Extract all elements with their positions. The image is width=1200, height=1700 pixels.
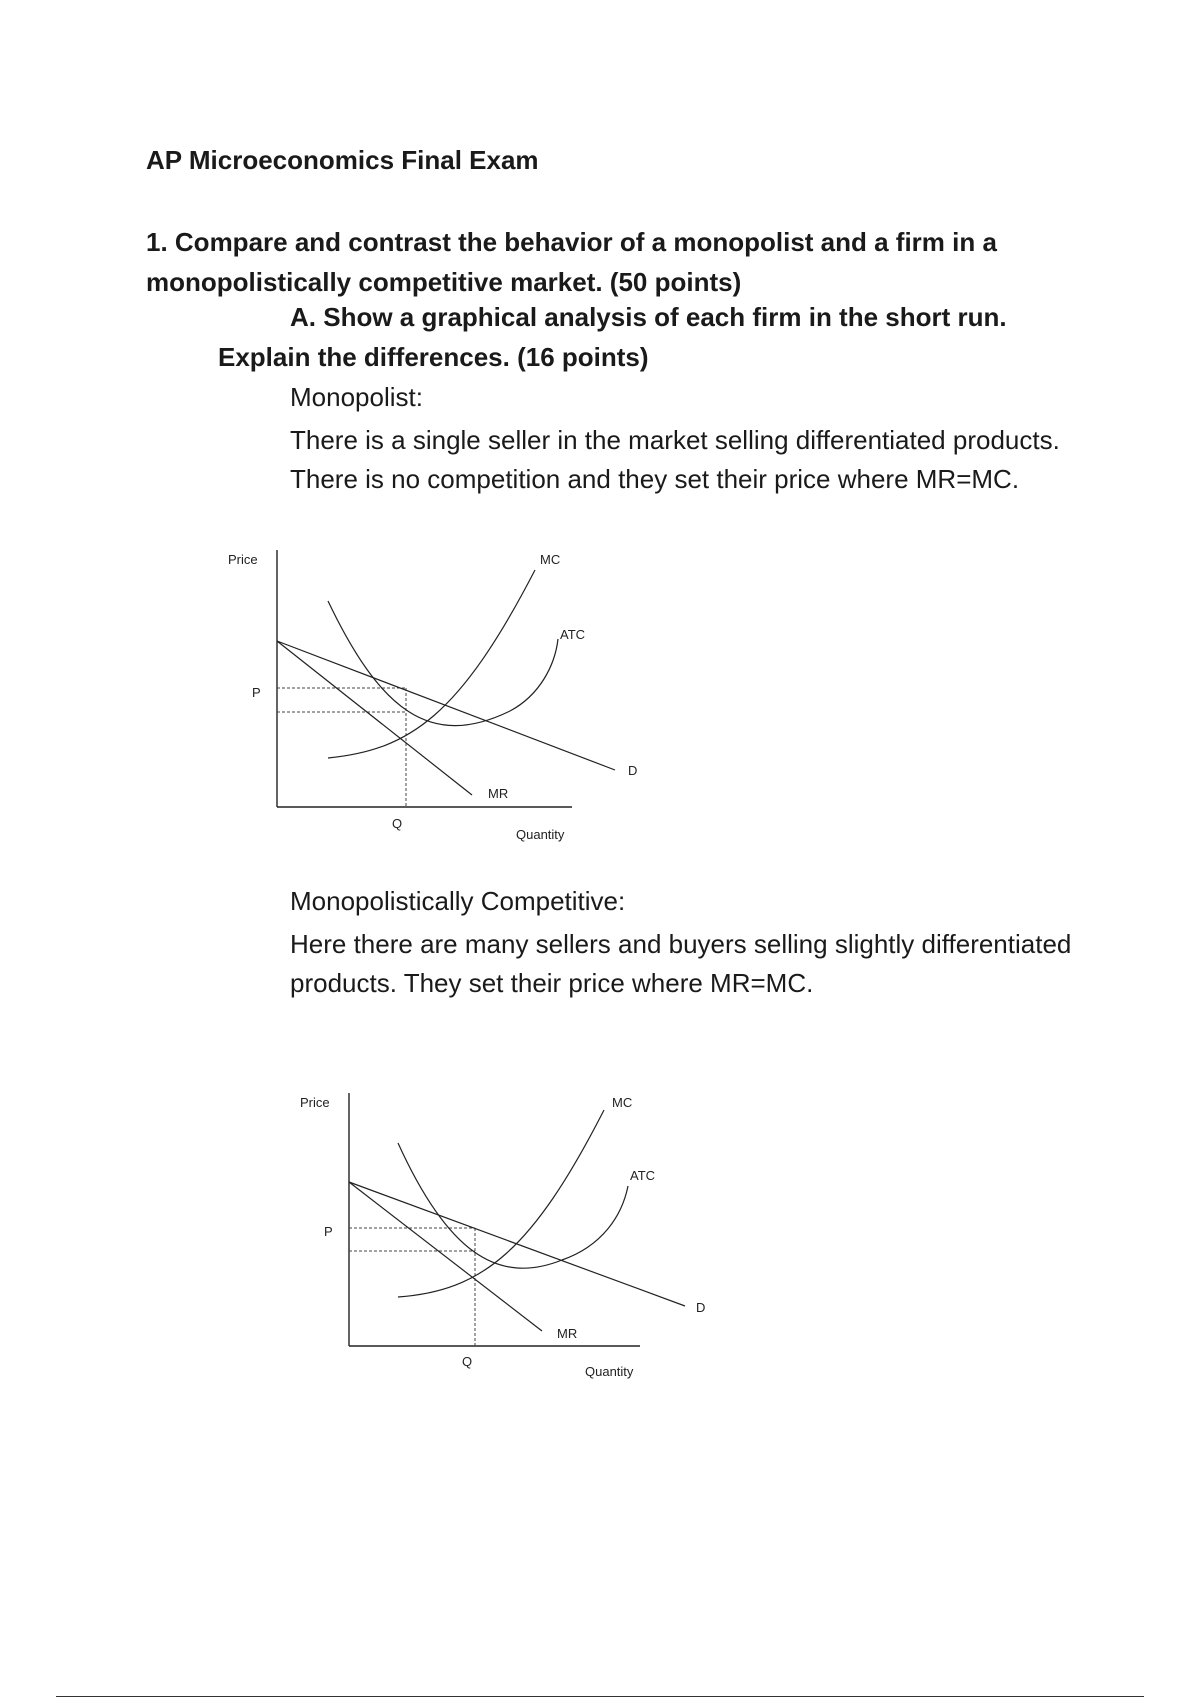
graph2-price-axis-label: Price — [300, 1095, 330, 1110]
monopolist-heading: Monopolist: — [290, 382, 423, 412]
graph1-demand-curve — [277, 641, 615, 770]
monopolist-graph — [210, 545, 670, 855]
graph2-demand-curve — [349, 1182, 685, 1306]
graph1-price-axis-label: Price — [228, 552, 258, 567]
graph2-demand-label: D — [696, 1300, 706, 1315]
graph2-mr-curve — [349, 1182, 542, 1331]
graph1-mc-label: MC — [540, 552, 561, 567]
part-a-line-2: Explain the differences. (16 points) — [218, 342, 649, 372]
graph1-demand-label: D — [628, 763, 638, 778]
monopolistic-graph — [282, 1086, 742, 1396]
graph2-mr-label: MR — [557, 1326, 578, 1341]
monopolist-text: There is a single seller in the market selling differentiated products. There is no competition and they set their price where MR=MC. — [290, 425, 1060, 494]
question-1: 1. Compare and contrast the behavior of a monopolist and a firm in a monopolistically competitive market. (50 points) — [146, 227, 997, 297]
graph2-atc-label: ATC — [630, 1168, 656, 1183]
graph2-atc-curve — [398, 1143, 628, 1268]
graph2-mc-curve — [398, 1110, 604, 1297]
graph1-mc-curve — [328, 570, 535, 758]
graph2-price-label: P — [324, 1224, 333, 1239]
graph1-mr-label: MR — [488, 786, 509, 801]
part-a-line-1: A. Show a graphical analysis of each firm in the short run. — [290, 302, 1007, 332]
graph1-atc-label: ATC — [560, 627, 586, 642]
graph2-mc-label: MC — [612, 1095, 633, 1110]
graph2-quantity-label: Q — [462, 1354, 473, 1369]
graph1-price-label: P — [252, 685, 261, 700]
monopolistic-text: Here there are many sellers and buyers selling slightly differentiated products. They set their price where MR=MC. — [290, 929, 1072, 998]
graph1-mr-curve — [277, 641, 472, 795]
graph2-quantity-axis-label: Quantity — [585, 1364, 634, 1379]
graph1-quantity-label: Q — [392, 816, 403, 831]
footer-divider — [56, 1696, 1144, 1697]
monopolistic-heading: Monopolistically Competitive: — [290, 886, 626, 916]
exam-title: AP Microeconomics Final Exam — [146, 145, 539, 175]
graph1-quantity-axis-label: Quantity — [516, 827, 565, 842]
